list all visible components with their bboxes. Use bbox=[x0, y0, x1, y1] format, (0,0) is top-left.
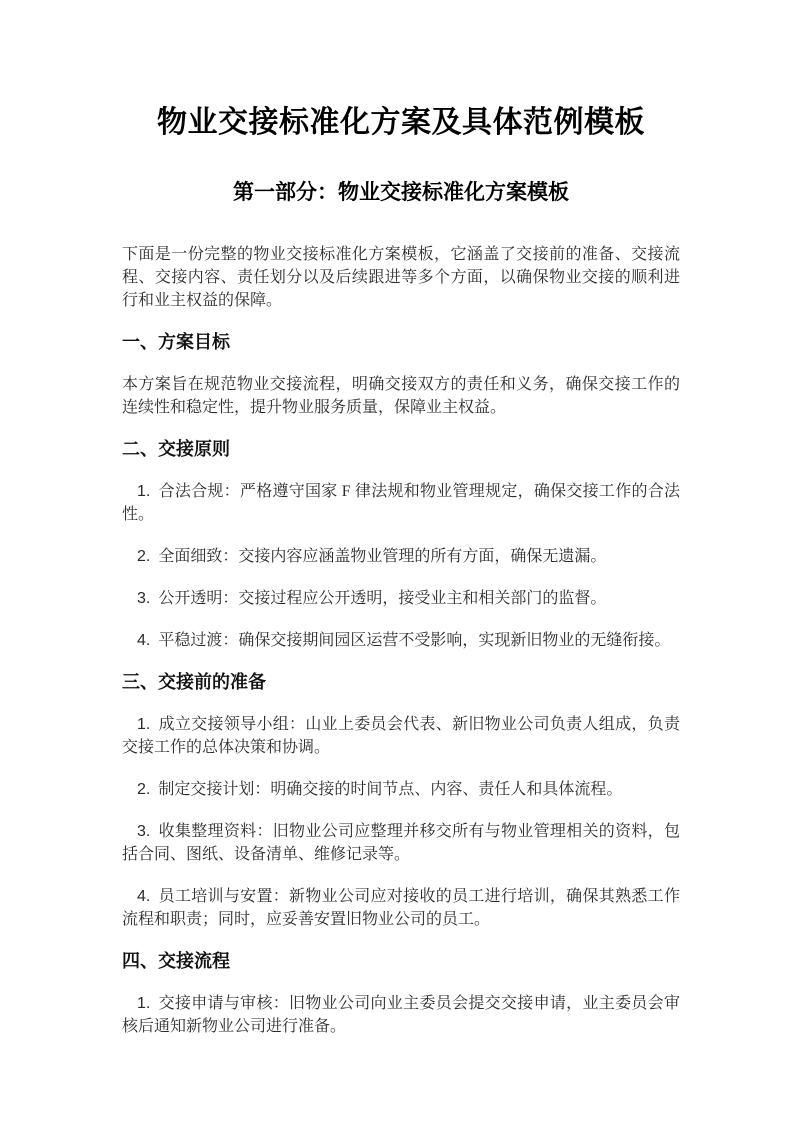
list-item bbox=[122, 885, 680, 931]
list-item bbox=[122, 778, 680, 801]
list-item bbox=[122, 992, 680, 1038]
section-heading-2: 二、交接原则 bbox=[122, 439, 230, 459]
item-number: 4. bbox=[137, 632, 151, 649]
item-text: 制定交接计划：明确交接的时间节点、内容、责任人和具体流程。 bbox=[158, 781, 623, 798]
item-text: 交接申请与审核：旧物业公司向业主委员会提交交接申请，业主委员会审核后通知新物业公司进行准备。 bbox=[122, 995, 680, 1035]
list-item bbox=[122, 629, 680, 652]
list-item bbox=[122, 545, 680, 568]
item-number: 4. bbox=[137, 888, 151, 905]
item-text: 员工培训与安置：新物业公司应对接收的员工进行培训，确保其熟悉工作流程和职责；同时，应妥善安置旧物业公司的员工。 bbox=[122, 888, 680, 928]
item-text: 合法合规：严格遵守国家 F 律法规和物业管理规定，确保交接工作的合法性。 bbox=[122, 483, 680, 523]
item-number: 1. bbox=[137, 483, 151, 500]
section-heading-4: 四、交接流程 bbox=[122, 951, 230, 971]
item-text: 平稳过渡：确保交接期间园区运营不受影响，实现新旧物业的无缝衔接。 bbox=[158, 632, 671, 649]
item-number: 2. bbox=[137, 548, 151, 565]
list-item bbox=[122, 480, 680, 526]
intro-paragraph: 下面是一份完整的物业交接标准化方案模板，它涵盖了交接前的准备、交接流程、交接内容、责任划分以及后续跟进等多个方面，以确保物业交接的顺利进行和业主权益的保障。 bbox=[122, 246, 680, 309]
item-number: 1. bbox=[137, 995, 151, 1012]
item-number: 3. bbox=[137, 590, 151, 607]
item-text: 成立交接领导小组：山业上委员会代表、新旧物业公司负责人组成，负责交接工作的总体决策和协调。 bbox=[122, 716, 680, 756]
item-number: 2. bbox=[137, 781, 151, 798]
item-number: 1. bbox=[137, 716, 151, 733]
list-item bbox=[122, 713, 680, 759]
item-text: 收集整理资料：旧物业公司应整理并移交所有与物业管理相关的资料，包括合同、图纸、设备清单、维修记录等。 bbox=[122, 823, 680, 863]
item-text: 全面细致：交接内容应涵盖物业管理的所有方面，确保无遗漏。 bbox=[158, 548, 607, 565]
document-title: 物业交接标准化方案及具体范例模板 bbox=[157, 106, 645, 139]
list-item bbox=[122, 820, 680, 866]
section-heading-1: 一、方案目标 bbox=[122, 332, 230, 352]
section-heading-3: 三、交接前的准备 bbox=[122, 672, 266, 692]
item-text: 公开透明：交接过程应公开透明，接受业主和相关部门的监督。 bbox=[158, 590, 607, 607]
list-item bbox=[122, 587, 680, 610]
section-1-paragraph: 本方案旨在规范物业交接流程，明确交接双方的责任和义务，确保交接工作的连续性和稳定性，提升物业服务质量，保障业主权益。 bbox=[122, 376, 680, 416]
part-heading: 第一部分：物业交接标准化方案模板 bbox=[233, 181, 569, 204]
item-number: 3. bbox=[137, 823, 151, 840]
